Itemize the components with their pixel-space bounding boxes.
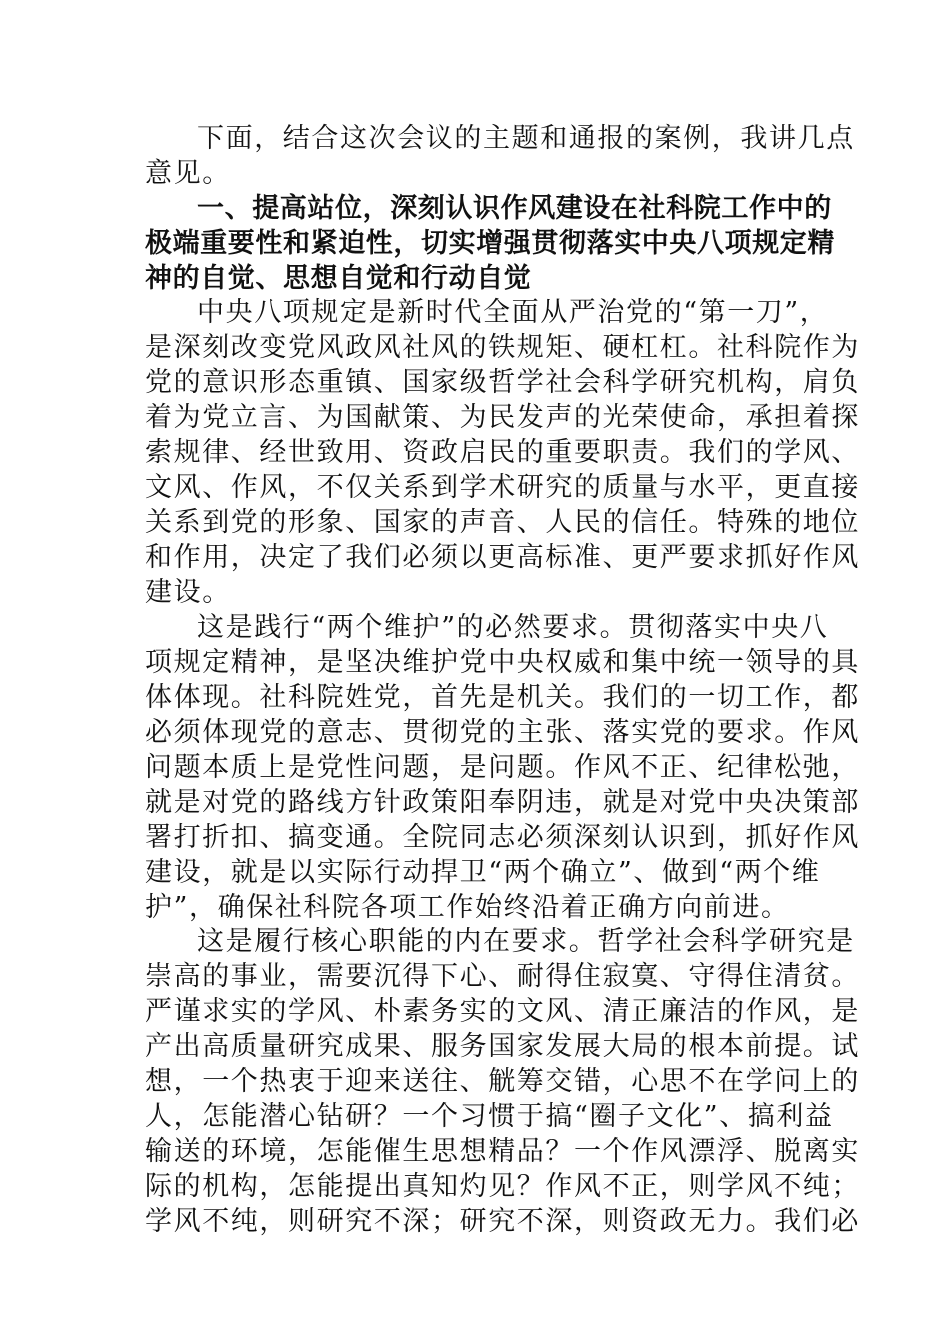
paragraph-1-line-9: 建设。 [145, 577, 231, 608]
section-heading-line-3: 神的自觉、思想自觉和行动自觉 [145, 263, 532, 294]
paragraph-1-line-3: 党的意识形态重镇、国家级哲学社会科学研究机构，肩负 [145, 367, 860, 398]
paragraph-2-line-9: 护”，确保社科院各项工作始终沿着正确方向前进。 [145, 892, 790, 923]
paragraph-2-line-6: 就是对党的路线方针政策阳奉阴违，就是对党中央决策部 [145, 787, 860, 818]
paragraph-3-line-4: 产出高质量研究成果、服务国家发展大局的根本前提。试 [145, 1031, 860, 1062]
paragraph-1-line-8: 和作用，决定了我们必须以更高标准、更严要求抓好作风 [145, 542, 860, 573]
section-heading-line-2: 极端重要性和紧迫性，切实增强贯彻落实中央八项规定精 [145, 228, 835, 259]
paragraph-1-line-2: 是深刻改变党风政风社风的铁规矩、硬杠杠。社科院作为 [145, 332, 860, 363]
intro-line-1: 下面，结合这次会议的主题和通报的案例，我讲几点 [197, 123, 855, 154]
paragraph-3-line-9: 学风不纯，则研究不深；研究不深，则资政无力。我们必 [145, 1206, 860, 1237]
paragraph-1-line-5: 索规律、经世致用、资政启民的重要职责。我们的学风、 [145, 437, 860, 468]
paragraph-1-line-7: 关系到党的形象、国家的声音、人民的信任。特殊的地位 [145, 507, 860, 538]
paragraph-3-line-6: 人，怎能潜心钻研？一个习惯于搞“圈子文化”、搞利益 [145, 1101, 834, 1132]
section-heading-line-1: 一、提高站位，深刻认识作风建设在社科院工作中的 [197, 193, 832, 224]
paragraph-2-line-7: 署打折扣、搞变通。全院同志必须深刻认识到，抓好作风 [145, 822, 860, 853]
paragraph-2-line-5: 问题本质上是党性问题，是问题。作风不正、纪律松弛， [145, 752, 860, 783]
paragraph-3-line-3: 严谨求实的学风、朴素务实的文风、清正廉洁的作风，是 [145, 996, 860, 1027]
paragraph-2-line-3: 体体现。社科院姓党，首先是机关。我们的一切工作，都 [145, 682, 860, 713]
paragraph-3-line-5: 想，一个热衷于迎来送往、觥筹交错，心思不在学问上的 [145, 1066, 860, 1097]
paragraph-3-line-7: 输送的环境，怎能催生思想精品？一个作风漂浮、脱离实 [145, 1136, 860, 1167]
paragraph-3-line-2: 崇高的事业，需要沉得下心、耐得住寂寞、守得住清贫。 [145, 961, 860, 992]
paragraph-3-line-8: 际的机构，怎能提出真知灼见？作风不正，则学风不纯； [145, 1171, 860, 1202]
intro-line-2: 意见。 [145, 158, 231, 189]
paragraph-3-line-1: 这是履行核心职能的内在要求。哲学社会科学研究是 [197, 926, 855, 957]
paragraph-1-line-4: 着为党立言、为国献策、为民发声的光荣使命，承担着探 [145, 402, 860, 433]
paragraph-2-line-2: 项规定精神，是坚决维护党中央权威和集中统一领导的具 [145, 647, 860, 678]
paragraph-1-line-6: 文风、作风，不仅关系到学术研究的质量与水平，更直接 [145, 472, 860, 503]
paragraph-1-line-1: 中央八项规定是新时代全面从严治党的“第一刀”， [197, 297, 829, 328]
paragraph-2-line-4: 必须体现党的意志、贯彻党的主张、落实党的要求。作风 [145, 717, 860, 748]
paragraph-2-line-1: 这是践行“两个维护”的必然要求。贯彻落实中央八 [197, 612, 829, 643]
paragraph-2-line-8: 建设，就是以实际行动捍卫“两个确立”、做到“两个维 [145, 857, 821, 888]
